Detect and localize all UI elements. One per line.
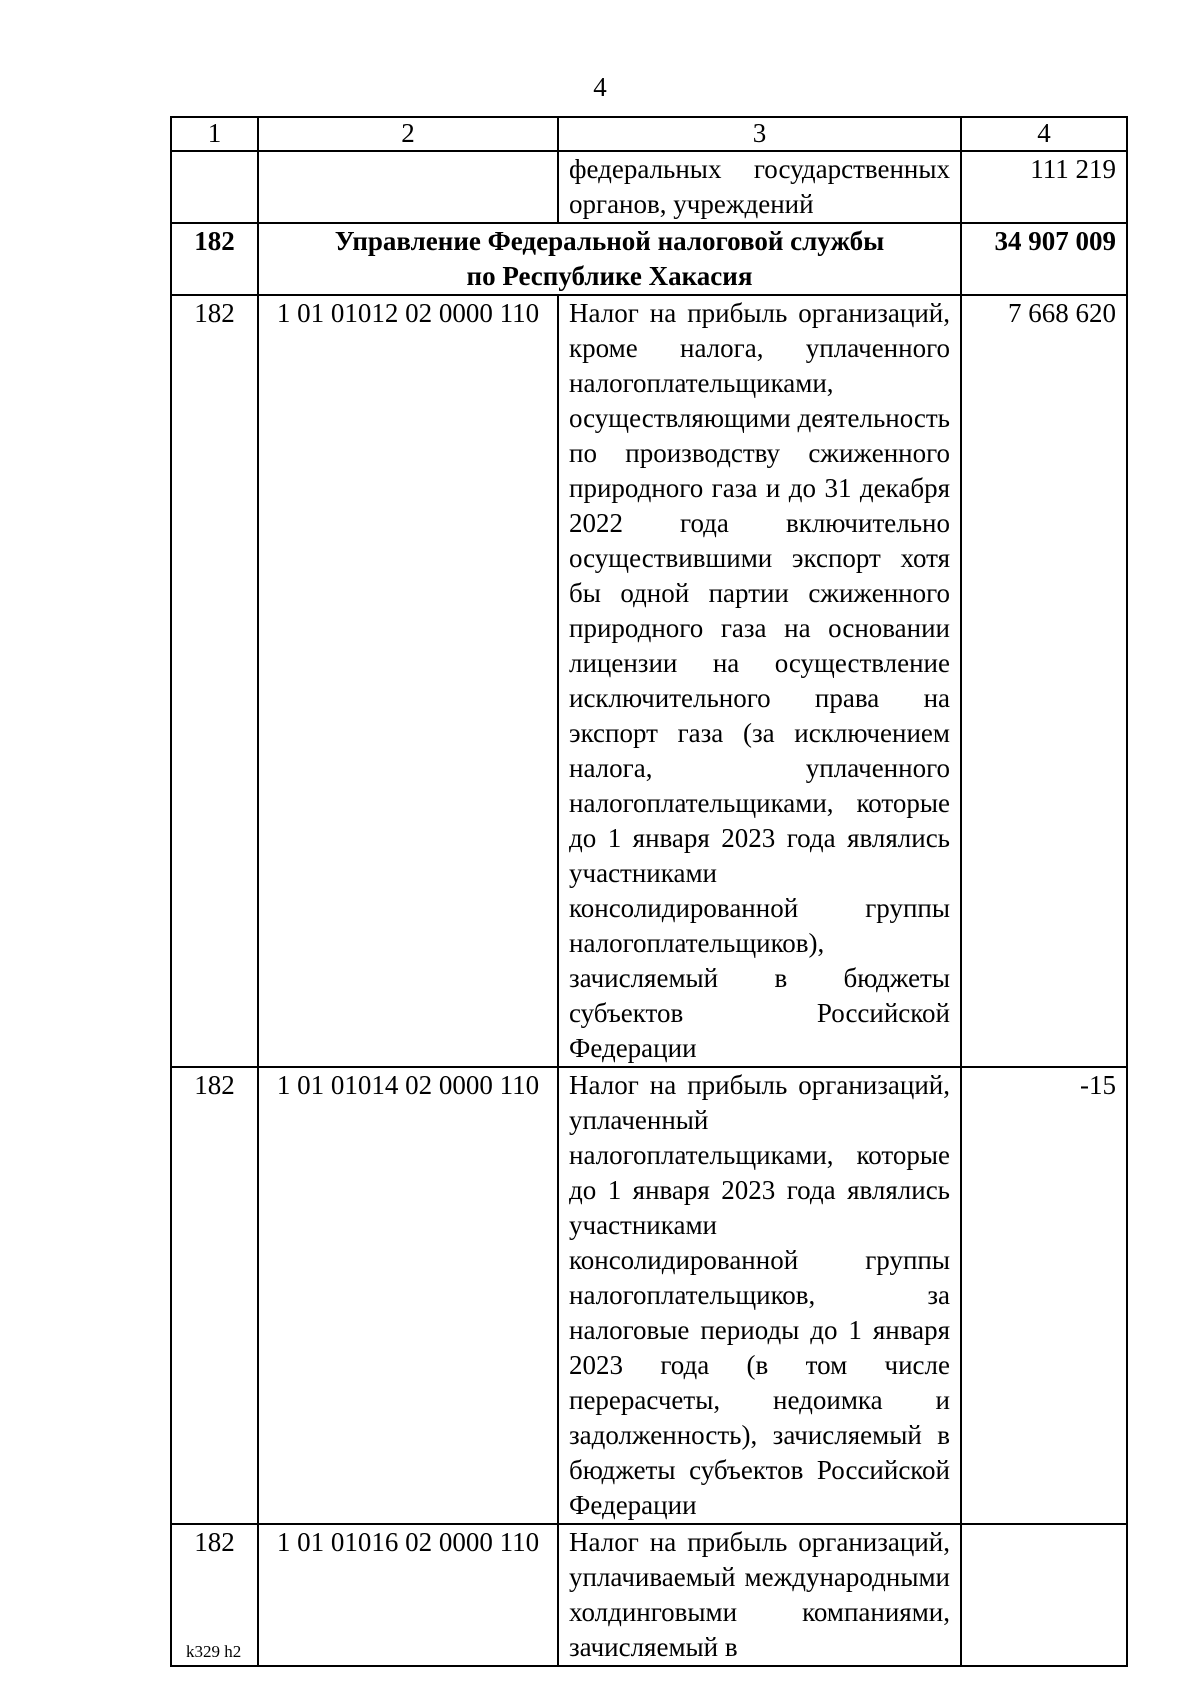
row-admin-code: 182 [171, 295, 258, 1067]
column-header-2: 2 [258, 117, 558, 151]
continuation-amount: 111 219 [961, 151, 1127, 223]
continuation-row [171, 151, 1127, 223]
row-kbk: 1 01 01016 02 0000 110 [258, 1524, 558, 1666]
table-row [171, 1067, 1127, 1524]
row-name: Налог на прибыль организаций, уплаченный налогоплательщиками, которые до 1 января 2023 года являлись участниками консолидированной группы налогоплательщиков, за налоговые периоды до 1 января 2023 года (в том числе перерасчеты, недоимка и задолженность), зачисляемый в бюджеты субъектов Российской Федерации [558, 1067, 961, 1524]
table-header-row [171, 117, 1127, 151]
table-row [171, 1524, 1127, 1666]
section-title-line-1: Управление Федеральной налоговой службы [334, 226, 885, 256]
column-header-4: 4 [961, 117, 1127, 151]
continuation-text: федеральных государственных органов, учреждений [558, 151, 961, 223]
row-admin-code: 182 [171, 1524, 258, 1666]
section-row [171, 223, 1127, 295]
section-title [258, 223, 961, 295]
column-header-1: 1 [171, 117, 258, 151]
footer-document-code: k329 h2 [186, 1642, 242, 1661]
row-name: Налог на прибыль организаций, кроме налога, уплаченного налогоплательщиками, осуществляющими деятельность по производству сжиженного природного газа и до 31 декабря 2022 года включительно осуществившими экспорт хотя бы одной партии сжиженного природного газа на основании лицензии на осуществление исключительного права на экспорт газа (за исключением налога, уплаченного налогоплательщиками, которые до 1 января 2023 года являлись участниками консолидированной группы налогоплательщиков), зачисляемый в бюджеты субъектов Российской Федерации [558, 295, 961, 1067]
section-title-line-2: по Республике Хакасия [466, 261, 753, 291]
page-number: 4 [593, 72, 607, 102]
column-header-3: 3 [558, 117, 961, 151]
table-row [171, 295, 1127, 1067]
row-kbk: 1 01 01014 02 0000 110 [258, 1067, 558, 1524]
row-amount: -15 [961, 1067, 1127, 1524]
row-amount: 7 668 620 [961, 295, 1127, 1067]
row-admin-code: 182 [171, 1067, 258, 1524]
revenue-table [170, 116, 1128, 1667]
row-name: Налог на прибыль организаций, уплачиваемый международными холдинговыми компаниями, зачисляемый в [558, 1524, 961, 1666]
row-kbk: 1 01 01012 02 0000 110 [258, 295, 558, 1067]
row-amount [961, 1524, 1127, 1666]
section-amount: 34 907 009 [961, 223, 1127, 295]
continuation-kbk-cell [258, 151, 558, 223]
section-code: 182 [171, 223, 258, 295]
continuation-admin-cell [171, 151, 258, 223]
